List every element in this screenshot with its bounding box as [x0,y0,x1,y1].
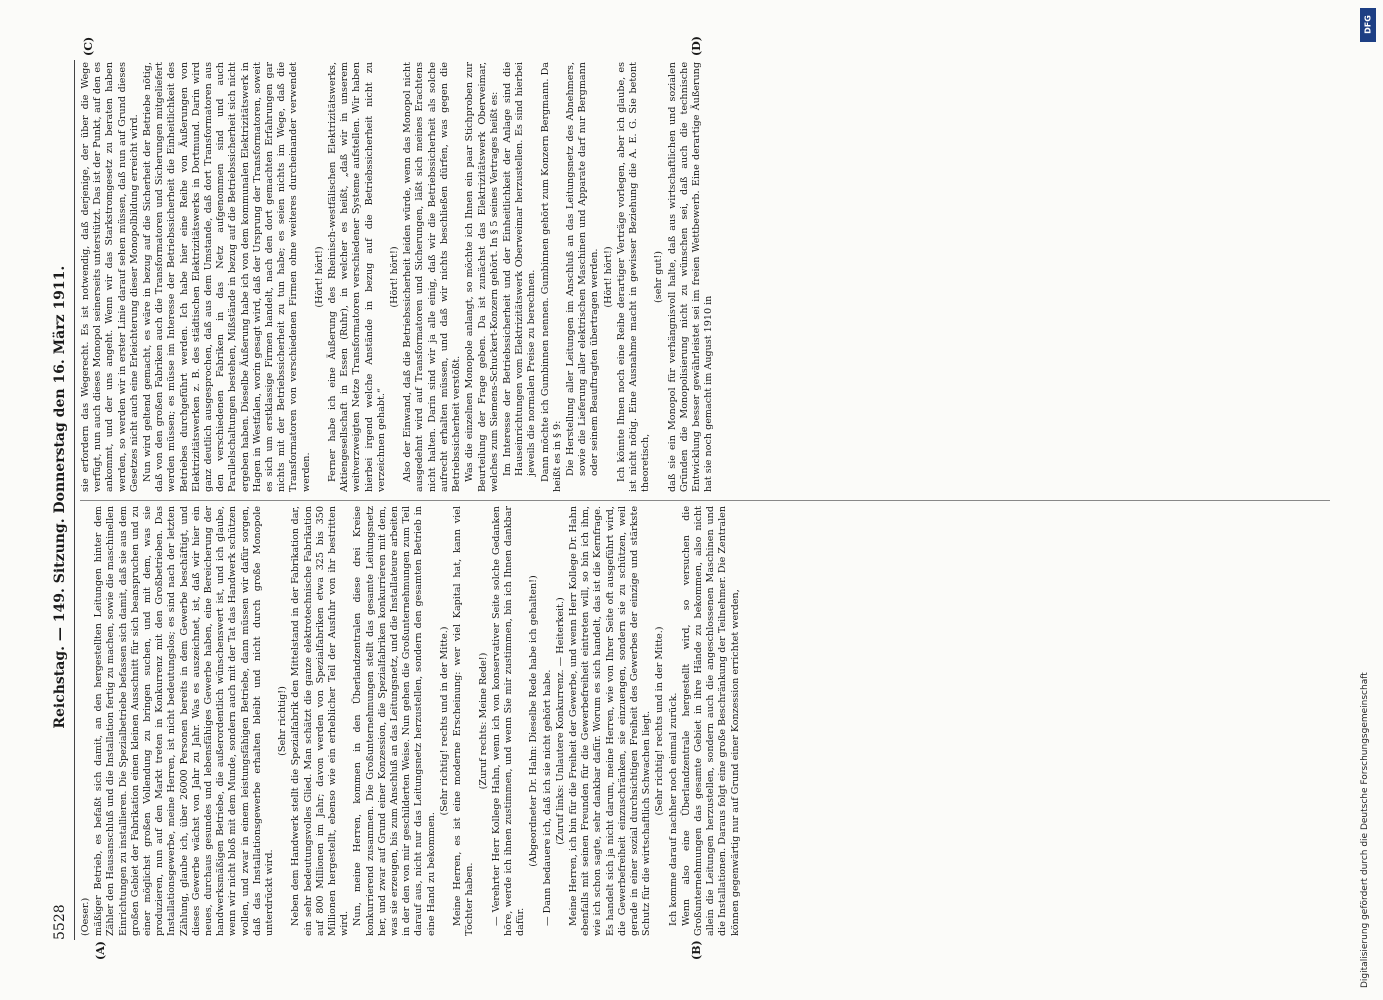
paragraph: Dann möchte ich Gumbinnen nennen. Gumbinnen gehört zum Konzern Bergmann. Da heißt es in § 9: [539,62,563,492]
paragraph: mäßiger Betrieb, es befaßt sich damit, an den hergestellten Leitungen hinter dem Zähler den Hausanschluß und die Installation fertig zu machen, sowie die maschinellen Einrichtungen zu installieren. Die Spezialbetriebe befassen sich damit, daß sie aus dem großen Gebiet der Fabrikation einen kleinen Ausschnitt für sich beanspruchen und zu einer möglichst großen Vollendung zu bringen suchen, und mit dem, was sie produzieren, nun auf den Markt treten in Konkurrenz mit den Großbetrieben. Das Installationsgewerbe, meine Herren, ist nicht bedeutungslos; es sind nach der letzten Zählung, glaube ich, über 26000 Personen bereits in dem Gewerbe beschäftigt, und dieses Gewerbe wächst von Jahr zu Jahr. Was es auszeichnet, ist, daß wir hier ein neues, durchaus gesundes und lebensfähiges Gewerbe haben, eine Bereicherung der handwerksmäßigen Betriebe, die außerordentlich wünschenswert ist, und ich glaube, wenn wir nicht bloß mit dem Munde, sondern auch mit der Tat das Handwerk schützen wollen, und zwar in einem leistungsfähigen Betriebe, dann müssen wir dafür sorgen, daß das Installationsgewerbe erhalten bleibt und nicht durch große Monopole unterdrückt wird. [93,506,276,936]
column-divider [80,500,1330,501]
paragraph: Wenn also eine Überlandzentrale hergestellt wird, so versuchen die Großunternehmungen das gesamte Gebiet in ihre Hände zu bekommen, also nicht allein die Leitungen herzustellen, sondern auch die angeschlossenen Maschinen und die Installationen. Daraus folgt eine große Beschränkung der Teilnehmer. Die Zentralen können gegenwärtig nur auf Grund einer Konzession errichtet werden, [680,506,741,936]
paragraph: — Dann bedauere ich, daß ich sie nicht gehört habe. [541,669,553,926]
interjection: (Sehr richtig! rechts und in der Mitte.) [438,626,450,816]
interjection: (sehr gut!) [653,251,665,303]
paragraph: Ich könnte Ihnen noch eine Reihe derartiger Verträge vorlegen, aber ich glaube, es ist nicht nötig. Eine Ausnahme macht in gewisser Beziehung die A. E. G. Sie betont theoretisch, [615,62,652,492]
margin-mark-b: (B) [690,940,703,960]
quoted-passage: Die Herstellung aller Leitungen im Anschluß an das Leitungsnetz des Abnehmers, sowie die Lieferung aller elektrischen Maschinen und Apparate darf nur Bergmann oder seinem Beauftragten übertragen werden. [564,62,601,476]
interjection: (Hört! hört!) [389,246,401,308]
dfg-logo [1360,8,1376,42]
paragraph: (Oeser.) [80,897,91,936]
margin-mark-c: (C) [82,36,95,56]
margin-mark-a: (A) [94,941,107,960]
paragraph: sie erfordern das Wegerecht. Es ist notwendig, daß derjenige, der über die Wege verfügt, nun auch dieses Monopol seinerseits unterstützt. Das ist der Punkt, auf den es ankommt, und der uns angeht. Wenn wir das Starkstromgesetz zu beraten haben werden, so werden wir in erster Linie darauf sehen müssen, daß nun auf Grund dieses Gesetzes nicht auch eine Erleichterung dieser Monopolbildung erreicht wird. [80,62,140,492]
interjection: (Abgeordneter Dr. Hahn: Dieselbe Rede habe ich gehalten!) [528,575,540,867]
interjection: (Hört! hört!) [313,246,325,308]
paragraph: Also der Einwand, daß die Betriebssicherheit leiden würde, wenn das Monopol nicht ausgedehnt wird auf Transformatoren und Sicherungen, läßt sich meines Erachtens nicht halten. Darin sind wir ja alle einig, daß wir die Betriebssicherheit als solche aufrecht erhalten müssen, und daß wir nichts beschließen dürfen, was gegen die Betriebssicherheit verstößt. [402,62,463,492]
interjection: (Hört! hört!) [602,246,614,308]
margin-mark-d: (D) [690,36,703,56]
paragraph: Ich komme darauf nachher noch einmal zurück. [667,692,679,926]
right-column [80,62,1330,492]
page-number: 5528 [52,904,68,940]
interjection: (Zuruf rechts: Meine Rede!) [477,652,489,790]
paragraph: Ferner habe ich eine Äußerung des Rheinisch-westfälischen Elektrizitätswerks, Aktiengesellschaft in Essen (Ruhr), in welcher es heißt, „daß wir in unserem weitverzweigten Netze Transformatoren verschiedener Systeme aufstellen. Wir haben hierbei irgend welche Anstände in bezug auf die Betriebssicherheit nicht zu verzeichnen gehabt.“ [327,62,387,492]
paragraph: Was die einzelnen Monopole anlangt, so möchte ich Ihnen ein paar Stichproben zur Beurteilung der Frage geben. Da ist zunächst das Elektrizitätswerk Oberweimar, welches zum Siemens-Schuckert-Konzern gehört. In § 5 seines Vertrages heißt es: [464,62,500,492]
page-header [52,60,75,940]
paragraph: Nun, meine Herren, kommen in den Überlandzentralen diese drei Kreise konkurrierend zusammen. Die Großunternehmungen stellt das gesamte Leitungsnetz her, und zwar auf Grund einer Konzession, die Spezialfabriken konkurrieren mit dem, was sie erzeugen, bis zum Anschluß an das Leitungsnetz, und die Installateure arbeiten in der den von mir geschilderten Weise. Nun gehen die Großunternehmungen zum Teil darauf aus, nicht nur das Leitungsnetz herzustellen, sondern den gesamten Betrieb in eine Hand zu bekommen. [352,506,437,936]
paragraph: Nun wird geltend gemacht, es wäre in bezug auf die Sicherheit der Betriebe nötig, daß von den großen Fabriken auch die Transformatoren und Sicherungen mitgeliefert werden müssen; es müsse im Interesse der Betriebssicherheit die Einheitlichkeit des Betriebes durchgeführt werden. Ich habe hier eine Reihe von Äußerungen von Elektrizitätswerken z. B. des städtischen Elektrizitätswerks in Dortmund. Darin wird ganz deutlich ausgesprochen, daß aus dem Umstande, daß dort Transformatoren aus den verschiedenen Fabriken in das Netz aufgenommen sind und auch Parallelschaltungen bestehen, Mißstände in bezug auf die Betriebssicherheit sich nicht ergeben haben. Dieselbe Äußerung habe ich von dem kommunalen Elektrizitätswerk in Hagen in Westfalen, worin gesagt wird, daß der Ursprung der Transformatoren, soweit es sich um erstklassige Firmen handelt, nach den dort gemachten Erfahrungen gar nichts mit der Betriebssicherheit zu tun habe; es seien nichts im Wege, daß die Transformatoren von verschiedenen Firmen ohne weiteres durcheinander verwendet werden. [142,62,312,492]
digitization-note-text: Digitalisierung gefördert durch die Deutsche Forschungsgemeinschaft [1360,672,1370,988]
paragraph: Neben dem Handwerk stellt die Spezialfabrik den Mittelstand in der Fabrikation dar, ein sehr bedeutungsvolles Glied. Man schätzt die ganze elektrotechnische Fabrikation auf 800 Millionen im Jahr; davon werden von Spezialfabriken etwa 325 bis 350 Millionen hergestellt, ebenso wie ein erheblicher Teil der Ausfuhr von ihr bestritten wird. [290,506,351,936]
interjection: (Zuruf links: Unlautere Konkurrenz. — Heiterkeit.) [554,597,566,845]
paragraph: — Verehrter Herr Kollege Hahn, wenn ich von konservativer Seite solche Gedanken höre, werde ich ihnen zustimmen, und wenn Sie mir zustimmen, bin ich Ihnen dankbar dafür. [490,506,527,936]
interjection: (Sehr richtig!) [277,686,289,756]
interjection: (Sehr richtig! rechts und in der Mitte.) [654,626,666,816]
paragraph: Meine Herren, es ist eine moderne Erscheinung: wer viel Kapital hat, kann viel Töchter haben. [452,506,476,936]
digitization-note [1356,28,1378,988]
paragraph: Meine Herren, ich bin für die Freiheit der Gewerbe, und wenn Herr Kollege Dr. Hahn ebenfalls mit seinen Freunden für die Gewerbefreiheit eintreten will, so bin ich ihm, wie ich schon sagte, sehr dankbar dafür. Worum es sich handelt, das ist die Kernfrage. Es handelt sich ja nicht darum, meine Herren, wie von Ihrer Seite oft ausgeführt wird, die Gewerbefreiheit einzuschränken, sie einzuengen, sondern sie zu schützen, weil gerade in einer sozial durchsichtigen Freiheit des Gewerbes der einzige und stärkste Schutz für die wirtschaftlich Schwachen liegt. [567,506,653,936]
dfg-logo-text: DFG [1363,15,1373,34]
left-column [80,506,1330,936]
paragraph: daß sie ein Monopol für verhängnisvoll halte, daß aus wirtschaftlichen und sozialen Gründen die Monopolisierung nicht zu wünschen sei, daß auch die technische Entwicklung besser gewährleistet sei im freien Wettbewerb. Eine derartige Äußerung hat sie noch gemacht im August 1910 in [666,62,715,492]
quoted-passage: Im Interesse der Betriebssicherheit und der Einheitlichkeit der Anlage sind die Hauseinrichtungen vom Elektrizitätswerk Oberweimar herzustellen. Es sind hierbei jeweils die normalen Preise zu berechnen. [501,62,538,476]
running-title: Reichstag. — 149. Sitzung. Donnerstag den 16. März 1911. [52,265,68,729]
